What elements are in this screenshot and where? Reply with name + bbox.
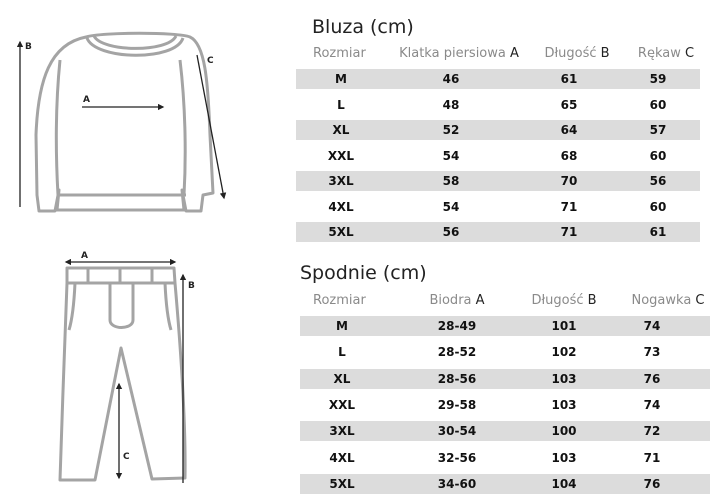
table-cell: 68 <box>560 148 578 163</box>
table-cell: 61 <box>649 225 667 239</box>
table-cell: 29-58 <box>437 397 477 412</box>
table-cell: 3XL <box>329 424 355 439</box>
sweatshirt-label-c: C <box>207 56 214 66</box>
table-row <box>296 171 700 191</box>
table-cell: 59 <box>649 72 667 86</box>
spodnie-header-length: Długość B <box>531 293 597 308</box>
table-cell: 103 <box>551 371 577 386</box>
pants-label-b: B <box>188 281 195 291</box>
spodnie-header <box>300 293 710 313</box>
table-cell: 28-52 <box>437 345 477 360</box>
table-cell: 76 <box>643 371 661 386</box>
table-cell: 103 <box>551 450 577 465</box>
table-cell: 60 <box>649 199 667 214</box>
spodnie-title: Spodnie (cm) <box>300 262 427 284</box>
table-cell: XXL <box>327 148 355 163</box>
table-cell: 74 <box>643 319 661 333</box>
table-cell: 52 <box>442 123 460 137</box>
table-cell: 34-60 <box>437 476 477 491</box>
table-row <box>296 146 700 166</box>
table-cell: 32-56 <box>437 450 477 465</box>
table-row <box>300 421 710 441</box>
table-row <box>300 448 710 468</box>
bluza-header-chest: Klatka piersiowa A <box>399 46 519 61</box>
table-cell: 73 <box>643 345 661 360</box>
table-cell: 71 <box>560 225 578 239</box>
pants-drawing <box>60 268 185 480</box>
table-cell: 60 <box>649 148 667 163</box>
table-cell: 3XL <box>328 174 354 188</box>
table-cell: XL <box>332 123 350 137</box>
table-cell: 61 <box>560 72 578 86</box>
table-cell: 56 <box>442 225 460 239</box>
pants-label-c: C <box>123 452 130 462</box>
table-cell: 104 <box>551 476 577 491</box>
table-cell: 70 <box>560 174 578 188</box>
bluza-table <box>296 69 700 249</box>
table-row <box>300 342 710 362</box>
table-cell: 60 <box>649 97 667 112</box>
table-cell: 65 <box>560 97 578 112</box>
table-cell: M <box>336 319 348 333</box>
table-cell: 4XL <box>328 199 354 214</box>
table-cell: 28-56 <box>437 371 477 386</box>
table-row <box>300 316 710 336</box>
table-cell: 28-49 <box>437 319 477 333</box>
table-cell: 46 <box>442 72 460 86</box>
table-cell: 30-54 <box>437 424 477 439</box>
spodnie-header-hips: Biodra A <box>429 293 485 308</box>
bluza-header-length: Długość B <box>544 46 610 61</box>
table-cell: L <box>338 345 346 360</box>
bluza-header-size: Rozmiar <box>313 46 366 61</box>
table-cell: 64 <box>560 123 578 137</box>
sweatshirt-drawing <box>36 33 213 211</box>
table-cell: 72 <box>643 424 661 439</box>
bluza-header <box>296 46 700 66</box>
table-cell: 54 <box>442 199 460 214</box>
table-row <box>300 395 710 415</box>
table-cell: 74 <box>643 397 661 412</box>
table-row <box>296 120 700 140</box>
table-cell: XXL <box>328 397 356 412</box>
table-cell: 101 <box>551 319 577 333</box>
table-cell: 71 <box>643 450 661 465</box>
table-cell: 5XL <box>329 476 355 491</box>
table-row <box>296 222 700 242</box>
table-cell: M <box>335 72 347 86</box>
table-cell: 54 <box>442 148 460 163</box>
table-cell: 56 <box>649 174 667 188</box>
pants-label-a: A <box>81 251 88 261</box>
table-row <box>300 369 710 389</box>
sweatshirt-label-b: B <box>25 42 32 52</box>
bluza-title: Bluza (cm) <box>312 16 414 38</box>
spodnie-table <box>300 316 710 496</box>
table-cell: 103 <box>551 397 577 412</box>
table-cell: 102 <box>551 345 577 360</box>
spodnie-header-size: Rozmiar <box>313 293 366 308</box>
table-row <box>296 197 700 217</box>
table-cell: 58 <box>442 174 460 188</box>
table-cell: 100 <box>551 424 577 439</box>
table-row <box>300 474 710 494</box>
table-cell: 5XL <box>328 225 354 239</box>
spodnie-header-leg: Nogawka C <box>631 293 705 308</box>
table-cell: 57 <box>649 123 667 137</box>
table-row <box>296 69 700 89</box>
table-cell: L <box>337 97 345 112</box>
sweatshirt-label-a: A <box>83 95 90 105</box>
sweatshirt-arrow-c <box>197 55 224 198</box>
table-cell: 76 <box>643 476 661 491</box>
table-cell: 71 <box>560 199 578 214</box>
bluza-header-sleeve: Rękaw C <box>637 46 695 61</box>
table-row <box>296 95 700 115</box>
table-cell: 48 <box>442 97 460 112</box>
table-cell: 4XL <box>329 450 355 465</box>
table-cell: XL <box>333 371 351 386</box>
